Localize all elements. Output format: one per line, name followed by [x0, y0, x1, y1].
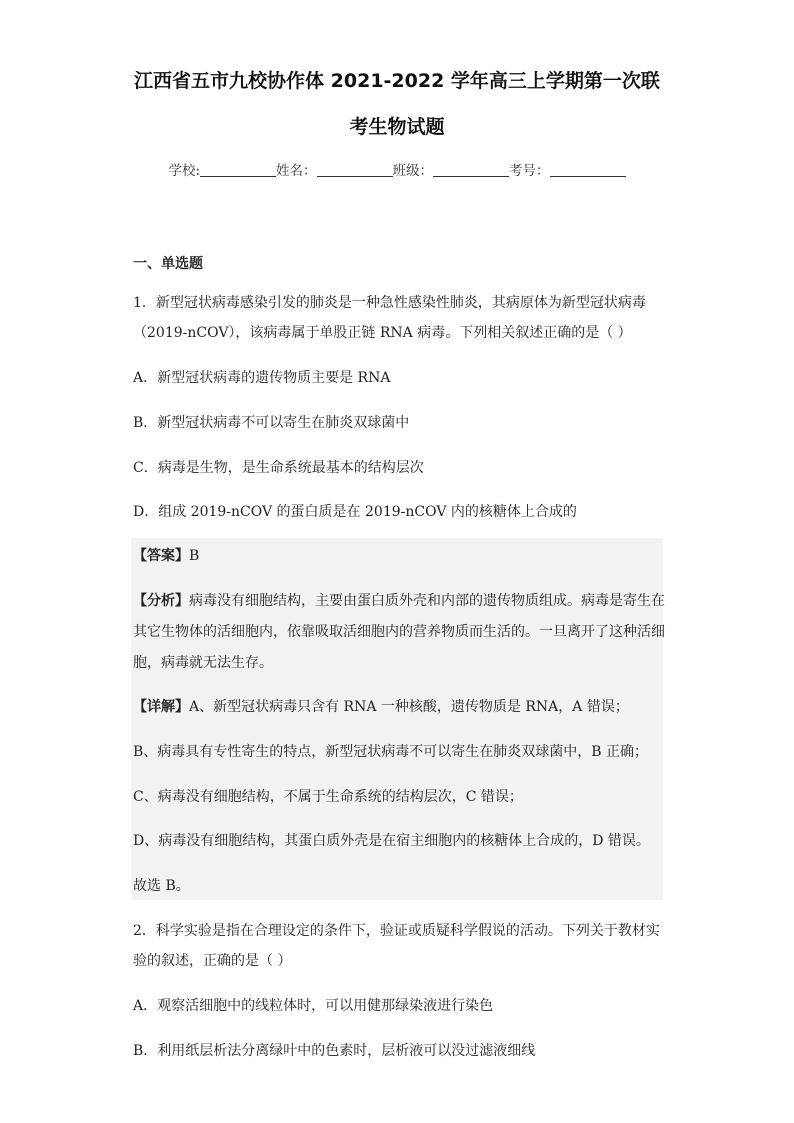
detail-text: A、新型冠状病毒只含有 RNA 一种核酸，遗传物质是 RNA，A 错误； [189, 699, 629, 715]
q1-detail-line3: C、病毒没有细胞结构，不属于生命系统的结构层次，C 错误； [133, 789, 523, 805]
analysis-tag: 【分析】 [133, 593, 189, 609]
q2-stem-line2: 验的叙述，正确的是（ ） [133, 953, 292, 969]
q1-option-c: C．病毒是生物，是生命系统最基本的结构层次 [133, 460, 424, 476]
q1-detail-line2: B、病毒具有专性寄生的特点，新型冠状病毒不可以寄生在肺炎双球菌中，B 正确； [133, 744, 649, 760]
q1-answer [133, 546, 663, 566]
school-blank [200, 162, 276, 177]
q1-detail-line1 [133, 697, 663, 717]
name-blank [317, 162, 393, 177]
exam-title-line2: 考生物试题 [349, 116, 445, 138]
number-label: 考号： [509, 163, 550, 179]
q1-analysis-line1 [133, 591, 663, 611]
q1-analysis-line2: 其它生物体的活细胞内，依靠吸取活细胞内的营养物质而生活的。一旦离开了这种活细 [133, 624, 665, 640]
q2-stem-line1: 2．科学实验是指在合理设定的条件下，验证或质疑科学假说的活动。下列关于教材实 [133, 923, 660, 939]
exam-title-line1: 江西省五市九校协作体 2021-2022 学年高三上学期第一次联 [134, 70, 660, 92]
school-label: 学校: [168, 163, 201, 179]
q1-detail-line4: D、病毒没有细胞结构，其蛋白质外壳是在宿主细胞内的核糖体上合成的，D 错误。 [133, 833, 650, 849]
q1-stem-line2: （2019-nCOV），该病毒属于单股正链 RNA 病毒。下列相关叙述正确的是（ ） [133, 325, 632, 341]
q1-stem-line1: 1．新型冠状病毒感染引发的肺炎是一种急性感染性肺炎，其病原体为新型冠状病毒 [133, 295, 646, 311]
q2-option-b: B．利用纸层析法分离绿叶中的色素时，层析液可以没过滤液细线 [133, 1043, 536, 1059]
answer-value: B [189, 548, 200, 564]
analysis-text: 病毒没有细胞结构，主要由蛋白质外壳和内部的遗传物质组成。病毒是寄生在 [189, 593, 665, 609]
q1-analysis-line3: 胞，病毒就无法生存。 [133, 655, 273, 671]
detail-tag: 【详解】 [133, 699, 189, 715]
q1-option-b: B．新型冠状病毒不可以寄生在肺炎双球菌中 [133, 415, 410, 431]
q1-option-a: A．新型冠状病毒的遗传物质主要是 RNA [133, 370, 391, 386]
q2-option-a: A．观察活细胞中的线粒体时，可以用健那绿染液进行染色 [133, 998, 494, 1014]
q1-option-d: D．组成 2019-nCOV 的蛋白质是在 2019-nCOV 内的核糖体上合成的 [133, 504, 577, 520]
number-blank [550, 162, 626, 177]
class-blank [433, 162, 509, 177]
student-info-row [0, 159, 794, 179]
q1-conclusion: 故选 B。 [133, 878, 190, 894]
class-label: 班级： [392, 163, 434, 179]
name-label: 姓名： [276, 163, 317, 179]
section-heading: 一、单选题 [133, 256, 203, 272]
answer-tag: 【答案】 [133, 548, 189, 564]
